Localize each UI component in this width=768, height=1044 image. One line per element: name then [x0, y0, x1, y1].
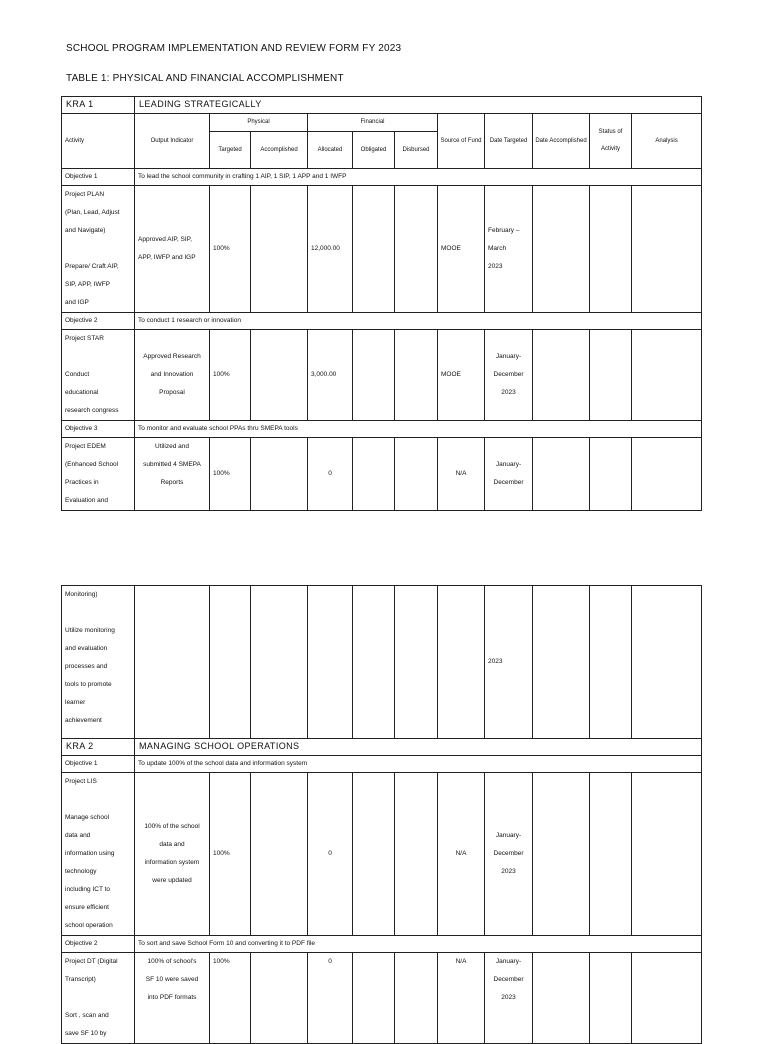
header-output-indicator: Output Indicator: [135, 114, 210, 169]
source-of-fund-cell: MOOE: [438, 186, 485, 313]
activity-cell: Project PLAN (Plan, Lead, Adjust and Navigate) Prepare/ Craft AIP, SIP, APP, IWFP and IGP: [62, 186, 135, 313]
objective-label: Objective 1: [62, 756, 135, 773]
allocated-cell: 0: [308, 953, 353, 1044]
allocated-cell: 0: [308, 773, 353, 936]
activity-cell: Project LIS Manage school data and information using technology including ICT to ensure efficient school operation: [62, 773, 135, 936]
objective-text: To sort and save School Form 10 and converting it to PDF file: [135, 936, 702, 953]
output-indicator-cell: Utilized and submitted 4 SMEPA Reports: [135, 438, 210, 511]
objective-label: Objective 1: [62, 169, 135, 186]
date-targeted-cell: January- December: [485, 438, 533, 511]
activity-cell: Project EDEM (Enhanced School Practices in Evaluation and: [62, 438, 135, 511]
header-activity: Activity: [62, 114, 135, 169]
header-date-targeted: Date Targeted: [485, 114, 533, 169]
header-physical: Physical: [210, 114, 308, 132]
targeted-cell: 100%: [210, 953, 251, 1044]
accomplishment-table-continued: [61, 585, 702, 1044]
output-indicator-cell: Approved AIP, SIP, APP, IWFP and IGP: [135, 186, 210, 313]
header-obligated: Obligated: [353, 132, 395, 169]
date-targeted-cell: February – March 2023: [485, 186, 533, 313]
header-disbursed: Disbursed: [395, 132, 438, 169]
allocated-cell: 0: [308, 438, 353, 511]
header-accomplished: Accomplished: [251, 132, 308, 169]
kra-name: LEADING STRATEGICALLY: [135, 97, 702, 114]
targeted-cell: 100%: [210, 330, 251, 421]
output-indicator-cell: Approved Research and Innovation Proposal: [135, 330, 210, 421]
header-status: Status of Activity: [590, 114, 632, 169]
targeted-cell: 100%: [210, 186, 251, 313]
source-of-fund-cell: N/A: [438, 438, 485, 511]
objective-label: Objective 2: [62, 313, 135, 330]
header-source-of-fund: Source of Fund: [438, 114, 485, 169]
targeted-cell: 100%: [210, 773, 251, 936]
date-targeted-cell: January- December 2023: [485, 330, 533, 421]
allocated-cell: 12,000.00: [308, 186, 353, 313]
activity-cell: Project STAR Conduct educational research congress: [62, 330, 135, 421]
targeted-cell: 100%: [210, 438, 251, 511]
objective-text: To lead the school community in crafting 1 AIP, 1 SIP, 1 APP and 1 IWFP: [135, 169, 702, 186]
header-allocated: Allocated: [308, 132, 353, 169]
document-title: SCHOOL PROGRAM IMPLEMENTATION AND REVIEW FORM FY 2023: [66, 43, 402, 54]
objective-label: Objective 2: [62, 936, 135, 953]
table-title: TABLE 1: PHYSICAL AND FINANCIAL ACCOMPLISHMENT: [66, 73, 344, 84]
kra-label: KRA 1: [62, 97, 135, 114]
date-targeted-cell: 2023: [485, 586, 533, 739]
objective-label: Objective 3: [62, 421, 135, 438]
accomplishment-table: [61, 96, 702, 511]
kra-name: MANAGING SCHOOL OPERATIONS: [135, 739, 702, 756]
objective-text: To conduct 1 research or innovation: [135, 313, 702, 330]
activity-cell: Project DT (Digital Transcript) Sort , scan and save SF 10 by: [62, 953, 135, 1044]
source-of-fund-cell: N/A: [438, 953, 485, 1044]
activity-cell: Monitoring) Utilize monitoring and evaluation processes and tools to promote learner achievement: [62, 586, 135, 739]
date-targeted-cell: January- December 2023: [485, 773, 533, 936]
output-indicator-cell: 100% of the school data and information system were updated: [135, 773, 210, 936]
header-targeted: Targeted: [210, 132, 251, 169]
objective-text: To monitor and evaluate school PPAs thru SMEPA tools: [135, 421, 702, 438]
header-date-accomplished: Date Accomplished: [533, 114, 590, 169]
output-indicator-cell: 100% of school's SF 10 were saved into PDF formats: [135, 953, 210, 1044]
header-analysis: Analysis: [632, 114, 702, 169]
source-of-fund-cell: MOOE: [438, 330, 485, 421]
allocated-cell: 3,000.00: [308, 330, 353, 421]
source-of-fund-cell: N/A: [438, 773, 485, 936]
objective-text: To update 100% of the school data and information system: [135, 756, 702, 773]
date-targeted-cell: January- December 2023: [485, 953, 533, 1044]
kra-label: KRA 2: [62, 739, 135, 756]
header-financial: Financial: [308, 114, 438, 132]
